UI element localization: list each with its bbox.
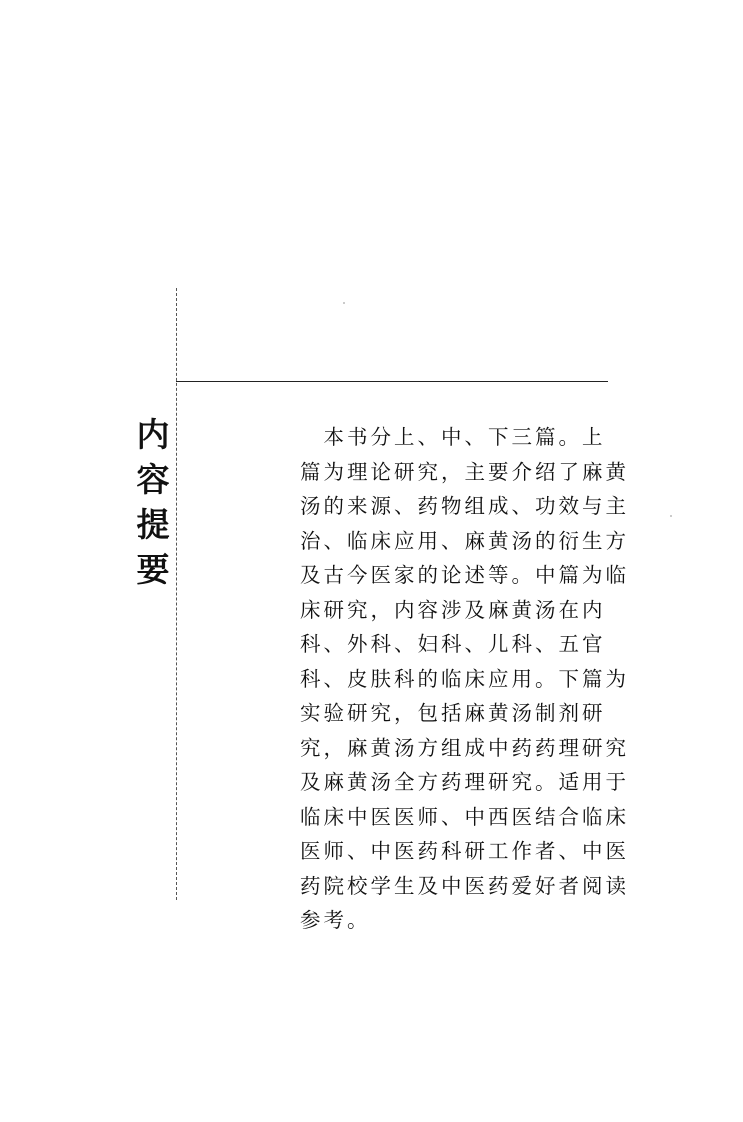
scan-speck <box>670 515 672 517</box>
vertical-dashed-rule <box>176 288 177 900</box>
text-line: 篇为理论研究，主要介绍了麻黄 <box>300 459 629 484</box>
text-line: 究，麻黄汤方组成中药药理研究 <box>300 735 629 760</box>
section-heading <box>133 412 173 592</box>
heading-char: 容 <box>136 460 170 499</box>
text-line: 汤的来源、药物组成、功效与主 <box>300 494 629 518</box>
heading-char: 内 <box>136 415 170 454</box>
text-line: 科、外科、妇科、儿科、五官 <box>300 632 606 656</box>
horizontal-rule <box>176 381 608 382</box>
text-line: 实验研究，包括麻黄汤制剂研 <box>300 701 606 725</box>
text-line: 床研究，内容涉及麻黄汤在内 <box>300 597 606 622</box>
heading-char: 提 <box>136 505 170 544</box>
text-line: 本书分上、中、下三篇。上 <box>300 425 606 449</box>
text-line: 参考。 <box>300 908 371 932</box>
text-line: 治、临床应用、麻黄汤的衍生方 <box>300 528 629 553</box>
text-line: 临床中医医师、中西医结合临床 <box>300 804 629 829</box>
text-line: 医师、中医药科研工作者、中医 <box>300 839 629 863</box>
text-line: 及古今医家的论述等。中篇为临 <box>300 563 629 587</box>
heading-char: 要 <box>136 550 170 589</box>
text-line: 药院校学生及中医药爱好者阅读 <box>300 873 629 898</box>
text-line: 科、皮肤科的临床应用。下篇为 <box>300 666 629 691</box>
scan-speck <box>343 302 345 304</box>
text-line: 及麻黄汤全方药理研究。适用于 <box>300 770 629 794</box>
summary-paragraph <box>300 420 629 938</box>
